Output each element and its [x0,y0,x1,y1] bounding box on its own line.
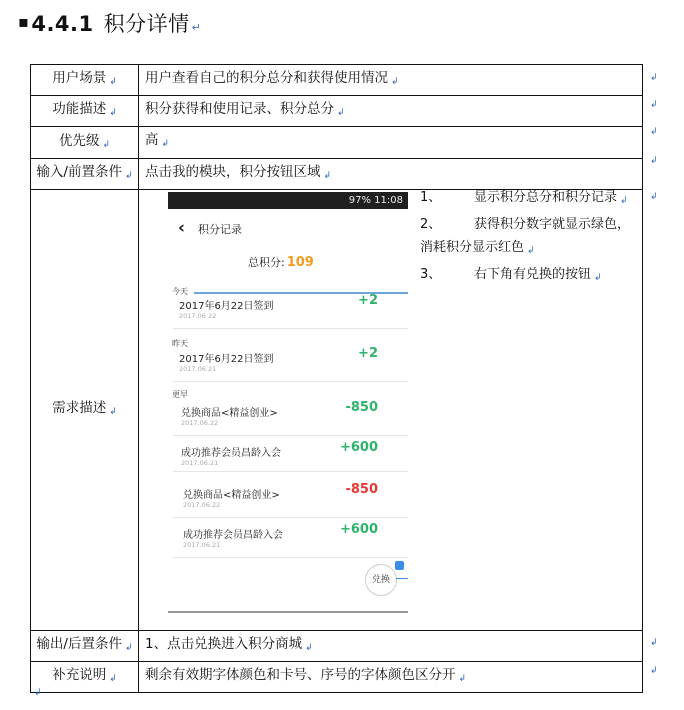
row-label: 需求描述 [52,400,107,416]
value-cell: 用户查看自己的积分总分和获得使用情况 ↲ [139,65,643,96]
item-points: +2 [358,293,378,308]
section-label-earlier: 更早 [172,390,188,399]
row-value: 用户查看自己的积分总分和获得使用情况 [145,70,388,86]
section-title: 积分详情 [103,12,190,36]
item-text: 2017年6月22日签到 [179,301,274,312]
list-item [173,518,408,558]
item-date: 2017.06.21 [183,541,221,549]
item-points: -850 [345,482,378,497]
row-label: 输入/前置条件 [36,164,122,180]
item-text: 兑换商品<精益创业> [181,408,278,419]
label-cell: 输入/前置条件 ↲ [31,159,139,190]
row-end-mark-icon: ↲ [650,73,658,83]
status-bar [168,192,408,209]
row-end-mark-icon: ↲ [650,638,658,648]
label-cell: 功能描述 ↲ [31,96,139,127]
section-number: 4.4.1 [31,12,94,36]
total-label: 总积分: [248,256,285,269]
paragraph-mark-icon: ↲ [34,688,42,698]
row-end-mark-icon: ↲ [650,156,658,166]
row-label: 用户场景 [52,70,107,86]
row-label: 功能描述 [52,101,107,117]
value-cell: 1、点击兑换进入积分商城 ↲ [139,631,643,662]
row-value: 积分获得和使用记录、积分总分 [145,101,334,117]
table-row [31,662,643,693]
row-value: 1、点击兑换进入积分商城 [145,636,303,652]
item-date: 2017.06.21 [181,459,219,467]
value-cell: 剩余有效期字体颜色和卡号、序号的字体颜色区分开 ↲ [139,662,643,693]
item-text: 成功推荐会员昌龄入会 [181,448,281,459]
list-item [173,436,408,472]
label-cell: 输出/后置条件 ↲ [31,631,139,662]
requirement-text: 获得积分数字就显示绿色，消耗积分显示红色 [420,217,631,255]
row-end-mark-icon: ↲ [650,100,658,110]
row-value: 高 [145,132,159,148]
row-value: 剩余有效期字体颜色和卡号、序号的字体颜色区分开 [145,667,456,683]
redeem-badge-icon [395,561,404,570]
table-row [31,631,643,662]
bullet-icon: ▪ [18,12,30,31]
list-item [173,396,408,436]
item-text: 兑换商品<精益创业> [183,490,280,501]
requirement-text: 右下角有兑换的按钮 [474,267,592,282]
item-date: 2017.06.21 [179,365,217,373]
item-text: 2017年6月22日签到 [179,354,274,365]
label-cell: 用户场景 ↲ [31,65,139,96]
label-cell: 需求描述 ↲ [31,190,139,631]
requirement-item: 2、 获得积分数字就显示绿色，消耗积分显示红色 ↲ [420,213,638,263]
item-text: 成功推荐会员昌龄入会 [183,530,283,541]
requirement-list [420,186,638,290]
row-end-mark-icon: ↲ [650,127,658,137]
row-label: 优先级 [58,132,100,149]
row-label: 输出/后置条件 [36,636,122,652]
back-icon[interactable]: ‹ [178,218,186,238]
total-value: 109 [286,255,314,270]
requirement-number: 1、 [420,190,442,205]
value-cell: 点击我的模块，积分按钮区域 ↲ [139,159,643,190]
item-date: 2017.06.22 [181,419,219,427]
requirement-number: 3、 [420,267,442,282]
section-heading [18,8,201,38]
total-points [248,254,314,270]
item-points: +600 [339,522,378,537]
value-cell: 高 ↲ [139,127,643,159]
requirement-text: 显示积分总分和积分记录 [474,190,618,205]
row-end-mark-icon: ↲ [650,666,658,676]
list-item [173,478,408,518]
row-end-mark-icon: ↲ [650,192,658,202]
status-text: 97% 11:08 [348,195,403,206]
paragraph-mark-icon: ↵ [191,21,202,34]
list-item [173,342,408,382]
label-cell: 补充说明 ↲ [31,662,139,693]
requirement-item: 1、 显示积分总分和积分记录 ↲ [420,186,638,213]
bottom-divider [168,611,408,613]
row-label: 补充说明 [52,667,107,683]
item-points: -850 [345,400,378,415]
value-cell: 积分获得和使用记录、积分总分 ↲ [139,96,643,127]
item-date: 2017.06.22 [183,501,221,509]
screen-title: 积分记录 [198,223,242,236]
table-row [31,127,643,159]
requirement-number: 2、 [420,217,442,232]
item-date: 2017.06.22 [179,312,217,320]
phone-screenshot [168,192,408,614]
section-label-today: 今天 [172,287,188,296]
table-row [31,96,643,127]
requirement-item: 3、 右下角有兑换的按钮 ↲ [420,263,638,290]
row-value: 点击我的模块，积分按钮区域 [145,164,321,180]
label-cell: 优先级 ↲ [31,127,139,159]
table-row [31,159,643,190]
list-item [173,289,408,329]
section-label-yesterday: 昨天 [172,339,188,348]
redeem-button[interactable]: 兑换 [365,564,397,596]
table-row [31,65,643,96]
item-points: +2 [358,346,378,361]
item-points: +600 [339,440,378,455]
